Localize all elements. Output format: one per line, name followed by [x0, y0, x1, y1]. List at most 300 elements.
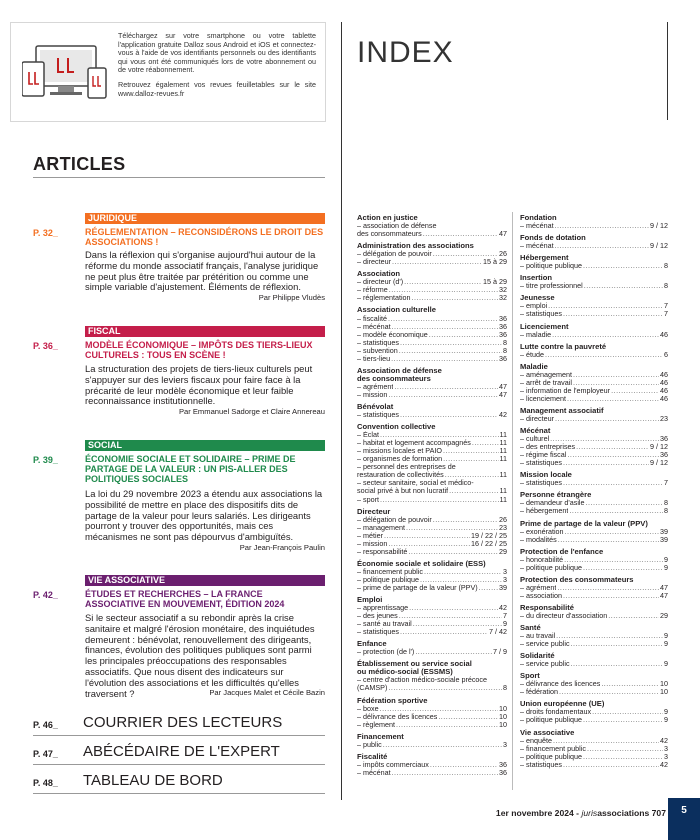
index-leader-dots [443, 447, 499, 455]
index-entry[interactable] [520, 282, 668, 290]
index-entry-page: 46 [660, 329, 668, 339]
index-leader-dots [400, 628, 488, 636]
section-page: P. 47_ [33, 749, 58, 759]
index-entry[interactable] [520, 507, 668, 515]
index-entry[interactable] [520, 753, 668, 761]
index-heading: des consommateurs [357, 373, 431, 383]
index-leader-dots [399, 612, 502, 620]
index-entry[interactable] [520, 680, 668, 688]
index-entry[interactable] [520, 536, 668, 544]
index-entry[interactable] [520, 499, 668, 507]
article-entry[interactable] [33, 575, 325, 700]
index-entry[interactable] [357, 496, 507, 504]
index-heading: Responsabilité [520, 602, 575, 612]
index-entry[interactable] [357, 331, 507, 339]
index-entry[interactable] [520, 745, 668, 753]
index-entry[interactable] [357, 713, 507, 721]
index-entry[interactable] [520, 737, 668, 745]
index-entry[interactable] [520, 379, 668, 387]
index-entry-page: 7 / 9 [493, 647, 507, 657]
index-heading: Hébergement [520, 253, 569, 263]
article-summary: Si le secteur associatif a su rebondir après la crise sanitaire et malgré l'érosion monétaire, des inquiétudes demeurent : bénévolat, renouvellement des dirigeants, finances, évolution des politiques publiques sont parmi les principales préoccupations des responsables associatifs. Que nous disent des indicateurs sur l'évolution des associations et les difficultés qu'elles traversent ? [85, 612, 315, 699]
index-leader-dots [388, 540, 470, 548]
index-entry-label: – réglementation [357, 294, 411, 303]
index-entry-page: 42 [499, 410, 507, 420]
index-leader-dots [571, 640, 663, 648]
index-leader-dots [392, 769, 498, 777]
index-entry[interactable] [357, 286, 507, 294]
index-entry[interactable] [357, 479, 507, 487]
index-entry-label: – titre professionnel [520, 282, 583, 291]
index-entry-page: 36 [499, 329, 507, 339]
index-entry-page: 7 [664, 301, 668, 311]
index-leader-dots [388, 391, 498, 399]
index-entry-page: 7 [664, 478, 668, 488]
index-title: INDEX [357, 36, 454, 69]
index-leader-dots [472, 439, 499, 447]
index-entry[interactable] [520, 716, 668, 724]
index-entry-label: – du directeur d'association [520, 611, 608, 620]
index-leader-dots [592, 708, 663, 716]
index-entry[interactable] [520, 459, 668, 467]
index-entry-page: 6 [664, 349, 668, 359]
index-leader-dots [391, 355, 498, 363]
index-leader-dots [392, 258, 482, 266]
index-entry-page: 3 [664, 743, 668, 753]
index-entry[interactable] [357, 705, 507, 713]
index-entry[interactable] [520, 660, 668, 668]
index-entry-page: 9 / 12 [650, 221, 668, 231]
index-heading: Maladie [520, 361, 548, 371]
index-entry-label: – politique publique [520, 752, 582, 761]
index-entry-page: 39 [660, 534, 668, 544]
index-leader-dots [565, 528, 659, 536]
index-leader-dots [601, 680, 659, 688]
index-leader-dots [556, 632, 663, 640]
index-leader-dots [429, 331, 498, 339]
index-leader-dots [555, 415, 659, 423]
index-heading: Fiscalité [357, 751, 388, 761]
index-leader-dots [409, 604, 498, 612]
articles-divider [33, 177, 325, 178]
index-entry[interactable] [520, 528, 668, 536]
index-heading: Union européenne (UE) [520, 699, 605, 709]
index-entry[interactable] [520, 387, 668, 395]
index-entry[interactable] [357, 411, 507, 419]
index-entry[interactable] [520, 443, 668, 451]
index-entry-page: 11 [499, 430, 507, 440]
index-leader-dots [563, 592, 659, 600]
index-leader-dots [567, 451, 659, 459]
index-entry-page: 36 [499, 759, 507, 769]
index-entry[interactable] [357, 576, 507, 584]
index-entry-page: 46 [660, 369, 668, 379]
index-entry-label: – information de l'employeur [520, 386, 611, 395]
index-entry-page: 36 [660, 450, 668, 460]
index-entry[interactable] [357, 612, 507, 620]
index-entry[interactable] [357, 222, 507, 230]
index-entry-label: – mécénat [520, 242, 554, 251]
index-leader-dots [399, 347, 502, 355]
index-leader-dots [573, 379, 659, 387]
index-entry[interactable] [357, 315, 507, 323]
index-leader-dots [445, 471, 499, 479]
index-entry-page: 8 [664, 498, 668, 508]
index-entry-label: – statistiques [357, 628, 399, 637]
index-leader-dots [383, 741, 502, 749]
index-entry[interactable] [520, 612, 668, 620]
index-entry[interactable] [357, 471, 507, 479]
index-leader-dots [380, 705, 498, 713]
index-entry[interactable] [357, 323, 507, 331]
index-heading: Mécénat [520, 426, 551, 436]
index-heading: Association de défense [357, 365, 442, 375]
index-entry[interactable] [357, 648, 507, 656]
index-entry-page: 10 [660, 679, 668, 689]
index-leader-dots [571, 660, 663, 668]
index-entry-page: 11 [499, 454, 507, 464]
articles-title: ARTICLES [33, 154, 126, 174]
index-entry[interactable] [357, 455, 507, 463]
footer-brand-italic: juris [581, 808, 598, 818]
index-entry-page: 11 [499, 486, 507, 496]
article-entry[interactable] [33, 213, 325, 305]
index-leader-dots [430, 761, 498, 769]
index-entry-label: – mission [357, 539, 388, 548]
index-heading: Association [357, 269, 401, 279]
index-leader-dots [548, 302, 663, 310]
index-entry[interactable] [520, 708, 668, 716]
index-heading: Établissement ou service social [357, 659, 472, 669]
index-entry[interactable] [520, 435, 668, 443]
index-leader-dots [553, 737, 659, 745]
index-entry[interactable] [357, 761, 507, 769]
index-entry[interactable] [357, 355, 507, 363]
index-entry-page: 9 [664, 554, 668, 564]
index-entry[interactable] [520, 415, 668, 423]
index-entry[interactable] [357, 339, 507, 347]
rubrique-band: SOCIAL [85, 440, 325, 451]
index-entry-page: 10 [499, 703, 507, 713]
index-entry[interactable] [357, 620, 507, 628]
index-leader-dots [388, 684, 502, 692]
index-entry-page: 29 [499, 546, 507, 556]
index-entry[interactable] [520, 310, 668, 318]
index-heading: Prime de partage de la valeur (PPV) [520, 518, 648, 528]
index-leader-dots [583, 262, 663, 270]
index-entry[interactable] [357, 568, 507, 576]
index-leader-dots [449, 487, 498, 495]
index-heading: Association culturelle [357, 305, 436, 315]
index-entry[interactable] [520, 371, 668, 379]
index-entry-page: 23 [660, 413, 668, 423]
index-entry-page: 3 [664, 751, 668, 761]
index-entry-page: 3 [503, 574, 507, 584]
index-entry[interactable] [520, 331, 668, 339]
section-entry[interactable] [33, 770, 325, 794]
index-entry-page: 36 [499, 767, 507, 777]
index-entry-label: – enquête [520, 736, 552, 745]
article-summary: La loi du 29 novembre 2023 a étendu aux associations la possibilité de mettre en place des dispositifs dits de partage de la valeur pour leurs salariés. Les dirigeants pourront y trouver des opportunités, mais ces mécanismes ne sont pas dépourvus d'ambiguïtés. [85, 488, 323, 543]
index-heading: Santé [520, 623, 541, 633]
index-entry[interactable] [357, 676, 507, 684]
index-entry-label: – mécénat [520, 222, 554, 231]
index-entry[interactable] [357, 347, 507, 355]
index-heading: Sport [520, 671, 540, 681]
index-entry-label: – des jeunes [357, 612, 398, 621]
index-entry[interactable] [357, 258, 507, 266]
index-entry[interactable] [357, 516, 507, 524]
index-entry-page: 19 / 22 / 25 [471, 530, 507, 540]
article-author: Par Jean-François Paulin [239, 543, 325, 552]
index-entry-page: 47 [499, 381, 507, 391]
index-leader-dots [380, 431, 499, 439]
index-entry[interactable] [357, 769, 507, 777]
index-entry[interactable] [357, 230, 507, 238]
index-heading: Économie sociale et solidaire (ESS) [357, 558, 486, 568]
promo-text [118, 32, 316, 98]
index-entry-label: – maladie [520, 330, 552, 339]
footer-date: 1er novembre 2024 - [495, 808, 582, 818]
index-entry-label: – sport [357, 495, 379, 504]
index-entry-page: 7 [664, 309, 668, 319]
index-entry-page: 36 [660, 434, 668, 444]
index-entry[interactable] [520, 640, 668, 648]
index-entry-page: 26 [499, 514, 507, 524]
index-heading: Insertion [520, 273, 553, 283]
section-title: ABÉCÉDAIRE DE L'EXPERT [83, 743, 280, 760]
article-summary: La structuration des projets de tiers-lieux culturels peut s'appuyer sur des leviers fiscaux pour faire face à la précarité de leur modèle économique et leur faible reconnaissance institutionnelle. [85, 363, 313, 407]
index-leader-dots [394, 383, 498, 391]
index-leader-dots [564, 556, 663, 564]
index-leader-dots [415, 648, 492, 656]
index-entry-label: – mission [357, 390, 388, 399]
article-title: RÉGLEMENTATION – RECONSIDÉRONS LE DROIT DES ASSOCIATIONS ! [85, 227, 324, 247]
index-entry-page: 11 [499, 470, 507, 480]
index-entry-label: – politique publique [520, 262, 582, 271]
index-entry[interactable] [357, 294, 507, 302]
index-entry[interactable] [357, 604, 507, 612]
index-entry-label: – agrément [520, 583, 557, 592]
column-divider [341, 120, 342, 800]
index-heading: Fonds de dotation [520, 233, 586, 243]
index-entry[interactable] [520, 761, 668, 769]
index-leader-dots [545, 351, 663, 359]
article-page: P. 42_ [33, 590, 58, 600]
index-entry[interactable] [520, 222, 668, 230]
index-leader-dots [408, 548, 498, 556]
index-heading: Fondation [520, 213, 557, 222]
index-entry[interactable] [520, 351, 668, 359]
index-heading: Mission locale [520, 470, 572, 480]
index-entry[interactable] [357, 431, 507, 439]
index-heading: Directeur [357, 506, 391, 516]
index-entry[interactable] [357, 684, 507, 692]
index-entry-label: – statistiques [520, 459, 562, 468]
article-author: Par Emmanuel Sadorge et Claire Annereau [178, 407, 325, 416]
index-entry-label: – responsabilité [357, 547, 408, 556]
index-leader-dots [423, 230, 498, 238]
index-entry[interactable] [520, 564, 668, 572]
footer-issue [430, 808, 666, 818]
index-leader-dots [420, 576, 502, 584]
article-entry[interactable] [33, 326, 325, 420]
index-entry[interactable] [520, 451, 668, 459]
index-leader-dots [400, 339, 502, 347]
index-entry-label: – agrément [357, 382, 394, 391]
index-entry-page: 11 [499, 438, 507, 448]
index-entry[interactable] [357, 741, 507, 749]
index-entry-label: – fédération [520, 688, 558, 697]
index-entry-label: – missions locales et PAIO [357, 447, 442, 456]
index-entry[interactable] [357, 278, 507, 286]
index-heading: Enfance [357, 639, 387, 649]
article-summary: Dans la réflexion qui s'organise aujourd'hui autour de la réforme du monde associatif français, l'analyse juridique ne peut plus être traitée par prétérition ou comme une simple variable d'ajustement. Éléments de réflexion. [85, 249, 319, 293]
index-entry[interactable] [357, 628, 507, 636]
article-title: ÉTUDES ET RECHERCHES – LA FRANCE ASSOCIATIVE EN MOUVEMENT, ÉDITION 2024 [85, 589, 285, 609]
index-entry-label: – personnel des entreprises de [357, 463, 456, 472]
index-entry-page: 9 [664, 707, 668, 717]
index-entry-page: 15 à 29 [483, 257, 507, 267]
index-entry[interactable] [357, 447, 507, 455]
index-entry-label: – subvention [357, 346, 398, 355]
index-leader-dots [438, 713, 498, 721]
index-entry[interactable] [520, 395, 668, 403]
index-leader-dots [552, 331, 659, 339]
index-entry-label: – tiers-lieu [357, 354, 391, 363]
index-entry-label: – boxe [357, 704, 379, 713]
index-entry[interactable] [520, 632, 668, 640]
index-entry-page: 46 [660, 377, 668, 387]
index-entry-page: 3 [503, 739, 507, 749]
index-entry-label: – politique publique [357, 575, 419, 584]
article-title: MODÈLE ÉCONOMIQUE – IMPÔTS DES TIERS-LIEUX CULTURELS : TOUS EN SCÈNE ! [85, 340, 313, 360]
index-entry-page: 23 [499, 522, 507, 532]
rubrique-band: JURIDIQUE [85, 213, 325, 224]
index-entry[interactable] [357, 487, 507, 495]
index-heading: Management associatif [520, 405, 604, 415]
index-entry-label: – modèle économique [357, 330, 428, 339]
index-entry[interactable] [357, 548, 507, 556]
index-entry-label: – service public [520, 640, 570, 649]
index-entry-label: – statistiques [520, 479, 562, 488]
index-entry[interactable] [357, 391, 507, 399]
index-leader-dots [583, 716, 663, 724]
index-entry-label: – demandeur d'asile [520, 499, 585, 508]
index-heading: Jeunesse [520, 293, 555, 303]
index-entry-page: 8 [503, 683, 507, 693]
article-entry[interactable] [33, 440, 325, 552]
index-leader-dots [558, 536, 659, 544]
index-entry[interactable] [520, 556, 668, 564]
index-heading: Vie associative [520, 727, 575, 737]
index-entry-label: – Éclat [357, 431, 379, 440]
index-entry-page: 7 / 42 [489, 627, 507, 637]
index-entry-page: 46 [660, 393, 668, 403]
index-entry-page: 32 [499, 285, 507, 295]
index-entry[interactable] [520, 584, 668, 592]
index-entry[interactable] [357, 463, 507, 471]
index-entry-label: – directeur (d') [357, 278, 404, 287]
index-entry-page: 10 [499, 711, 507, 721]
index-entry-page: 9 / 12 [650, 458, 668, 468]
index-entry-page: 36 [499, 321, 507, 331]
article-author: Par Jacques Malet et Cécile Bazin [209, 688, 325, 697]
index-entry-label: – prime de partage de la valeur (PPV) [357, 583, 478, 592]
index-entry-page: 36 [499, 313, 507, 323]
article-author: Par Philippe Vludès [258, 293, 325, 302]
index-heading: Protection des consommateurs [520, 574, 634, 584]
index-entry[interactable] [357, 721, 507, 729]
index-entry-page: 26 [499, 249, 507, 259]
index-leader-dots [404, 278, 482, 286]
index-entry-label: – public [357, 740, 382, 749]
section-page: P. 48_ [33, 778, 58, 788]
index-entry-label: des consommateurs [357, 230, 422, 239]
index-entry[interactable] [357, 439, 507, 447]
index-entry[interactable] [520, 242, 668, 250]
index-heading: ou médico-social (ESSMS) [357, 667, 453, 677]
index-entry-page: 32 [499, 293, 507, 303]
index-entry-label: – délégation de pouvoir [357, 515, 432, 524]
article-title: ÉCONOMIE SOCIALE ET SOLIDAIRE – PRIME DE PARTAGE DE LA VALEUR : UN PIS-ALLER DES POLITIQUES SOCIALES [85, 454, 296, 484]
index-leader-dots [396, 721, 498, 729]
rubrique-band: FISCAL [85, 326, 325, 337]
index-entry-label: – règlement [357, 720, 395, 729]
index-entry[interactable] [520, 302, 668, 310]
index-leader-dots [388, 315, 498, 323]
index-entry-label: – centre d'action médico-sociale précoce [357, 676, 488, 685]
index-entry-page: 9 [503, 619, 507, 629]
index-entry-page: 9 [664, 639, 668, 649]
index-entry-label: – financement public [520, 744, 586, 753]
index-entry-page: 10 [499, 719, 507, 729]
index-entry[interactable] [357, 584, 507, 592]
index-entry-page: 47 [499, 229, 507, 239]
index-entry-label: – aménagement [520, 370, 572, 379]
index-leader-dots [563, 761, 659, 769]
index-entry-page: 11 [499, 494, 507, 504]
index-leader-dots [380, 496, 499, 504]
index-entry[interactable] [520, 262, 668, 270]
rubrique-band: VIE ASSOCIATIVE [85, 575, 325, 586]
index-entry[interactable] [357, 383, 507, 391]
index-leader-dots [400, 411, 498, 419]
index-entry-label: – secteur sanitaire, social et médico- [357, 479, 474, 488]
index-entry-label: – étude [520, 350, 544, 359]
index-leader-dots [555, 242, 649, 250]
index-entry-page: 39 [499, 582, 507, 592]
index-entry-page: 47 [660, 582, 668, 592]
index-entry-label: – association [520, 591, 562, 600]
index-entry[interactable] [520, 592, 668, 600]
index-entry[interactable] [520, 688, 668, 696]
index-entry-label: – délivrance des licences [520, 680, 601, 689]
article-page: P. 36_ [33, 341, 58, 351]
index-leader-dots [479, 584, 498, 592]
index-entry-label: restauration de collectivités [357, 471, 444, 480]
index-entry-page: 8 [664, 281, 668, 291]
index-heading: Action en justice [357, 213, 418, 222]
index-entry[interactable] [520, 479, 668, 487]
section-entry[interactable] [33, 741, 325, 765]
index-entry[interactable] [357, 540, 507, 548]
index-leader-dots [412, 294, 498, 302]
index-entry-page: 8 [503, 337, 507, 347]
index-entry-label: – exonération [520, 527, 564, 536]
index-leader-dots [384, 532, 470, 540]
section-entry[interactable] [33, 712, 325, 736]
